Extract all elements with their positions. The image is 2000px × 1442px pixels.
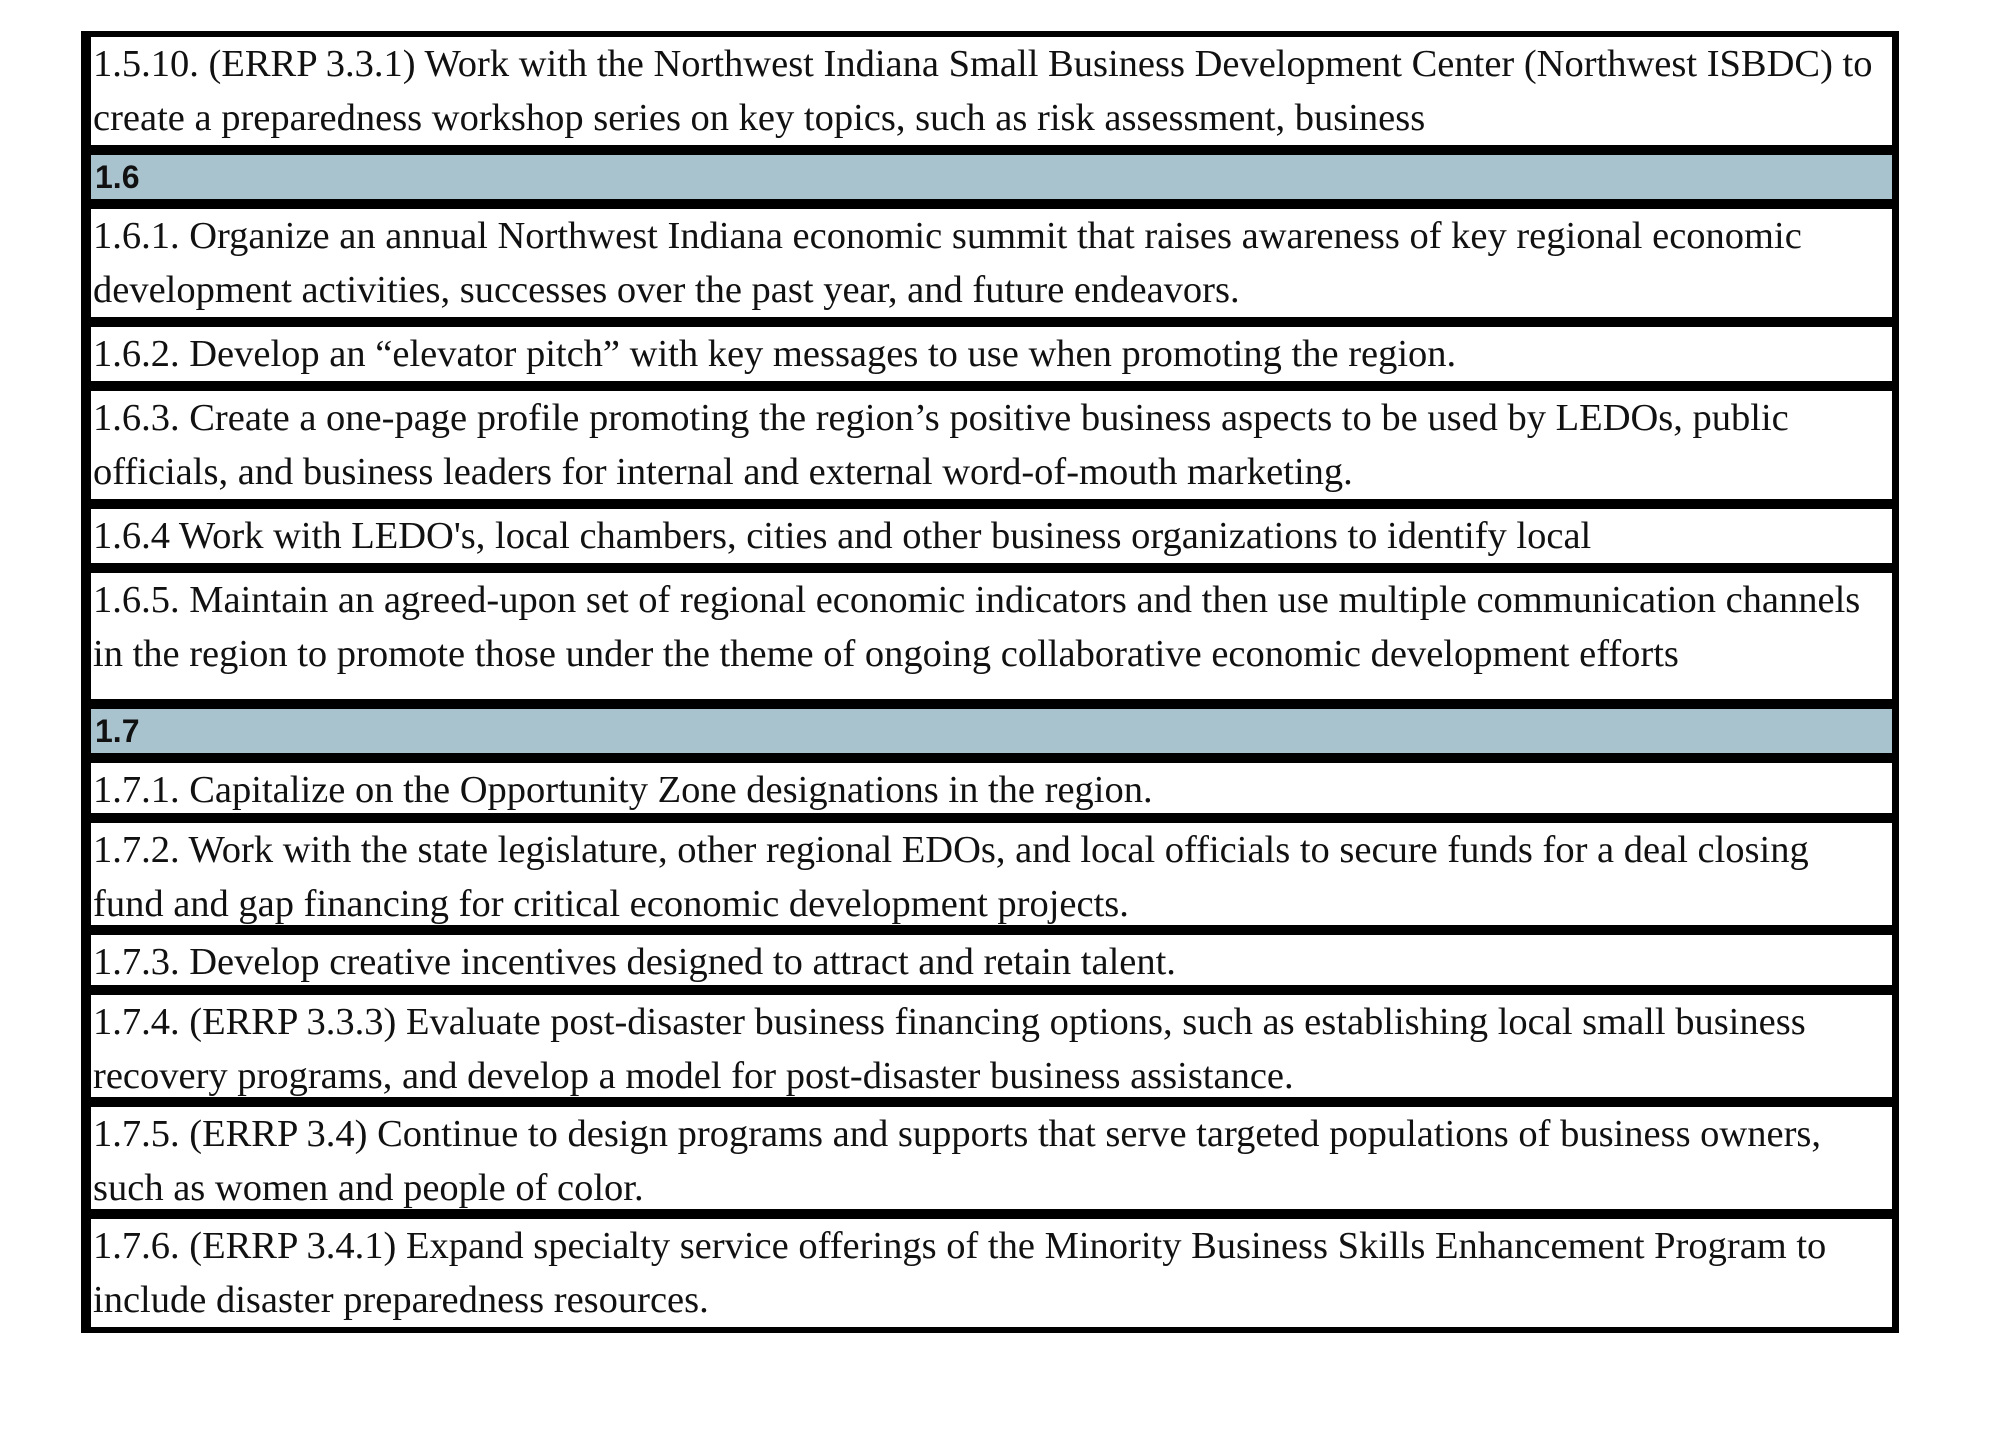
- table-row-1-7-4: 1.7.4. (ERRP 3.3.3) Evaluate post-disaster business financing options, such as establishing local small business recovery programs, and develop a model for post-disaster business assistance.: [91, 995, 1892, 1097]
- table-row-1-7-2: 1.7.2. Work with the state legislature, other regional EDOs, and local officials to secure funds for a deal closing fund and gap financing for critical economic development projects.: [91, 823, 1892, 925]
- table-row-1-7-1: 1.7.1. Capitalize on the Opportunity Zone designations in the region.: [91, 763, 1892, 813]
- strategy-action-table: [81, 31, 1899, 1333]
- table-row-1-7-3: 1.7.3. Develop creative incentives designed to attract and retain talent.: [91, 935, 1892, 985]
- section-header-1-6: 1.6: [91, 155, 1892, 199]
- table-row-1-6-2: 1.6.2. Develop an “elevator pitch” with key messages to use when promoting the region.: [91, 327, 1892, 381]
- table-row-1-7-5: 1.7.5. (ERRP 3.4) Continue to design programs and supports that serve targeted populations of business owners, such as women and people of color.: [91, 1107, 1892, 1209]
- section-header-1-7: 1.7: [91, 709, 1892, 753]
- table-row-1-6-3: 1.6.3. Create a one-page profile promoting the region’s positive business aspects to be used by LEDOs, public officials, and business leaders for internal and external word-of-mouth marketing.: [91, 391, 1892, 499]
- table-row-1-6-4: 1.6.4 Work with LEDO's, local chambers, cities and other business organizations to identify local: [91, 509, 1892, 563]
- table-row-1-6-1: 1.6.1. Organize an annual Northwest Indiana economic summit that raises awareness of key regional economic development activities, successes over the past year, and future endeavors.: [91, 209, 1892, 317]
- table-row-1-6-5: 1.6.5. Maintain an agreed-upon set of regional economic indicators and then use multiple communication channels in the region to promote those under the theme of ongoing collaborative economic development efforts: [91, 573, 1892, 699]
- table-row-1-5-10: 1.5.10. (ERRP 3.3.1) Work with the Northwest Indiana Small Business Development Center (Northwest ISBDC) to create a preparedness workshop series on key topics, such as risk assessment, business: [91, 37, 1892, 145]
- table-row-1-7-6: 1.7.6. (ERRP 3.4.1) Expand specialty service offerings of the Minority Business Skills Enhancement Program to include disaster preparedness resources.: [91, 1219, 1892, 1327]
